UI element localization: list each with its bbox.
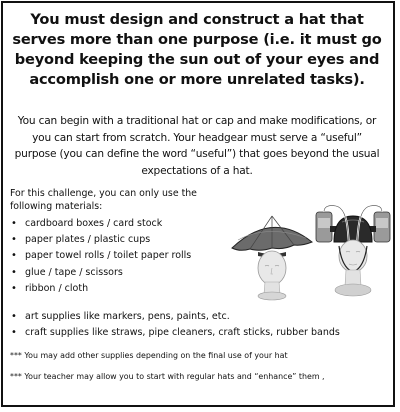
list-item: • paper plates / plastic cups <box>10 232 240 248</box>
list-item: • ribbon / cloth <box>10 281 240 297</box>
list-item: • art supplies like markers, pens, paints, etc. <box>10 309 390 325</box>
drinking-helmet-photo <box>312 202 394 300</box>
note-other-supplies: *** You may add other supplies depending on the final use of your hat <box>10 351 288 360</box>
list-item: • cardboard boxes / card stock <box>10 216 240 232</box>
list-item: • craft supplies like straws, pipe cleaners, craft sticks, rubber bands <box>10 325 390 341</box>
materials-heading: For this challenge, you can only use the following materials: <box>10 188 197 212</box>
challenge-intro: You can begin with a traditional hat or cap and make modifications, or you can start from scratch. Your headgear must serve a “useful” purpose (you can define the word “useful”) that goes beyond the usual expectations of a hat. <box>14 115 380 177</box>
supplies-list <box>10 309 390 341</box>
list-item: • glue / tape / scissors <box>10 265 240 281</box>
umbrella-hat-photo <box>228 212 316 302</box>
list-item: • paper towel rolls / toilet paper rolls <box>10 248 240 264</box>
materials-list <box>10 216 240 297</box>
note-teacher: *** Your teacher may allow you to start with regular hats and “enhance” them , <box>10 372 325 381</box>
challenge-headline: You must design and construct a hat that serves more than one purpose (i.e. it must go beyond keeping the sun out of your eyes and accomplish one or more unrelated tasks). <box>12 11 382 88</box>
